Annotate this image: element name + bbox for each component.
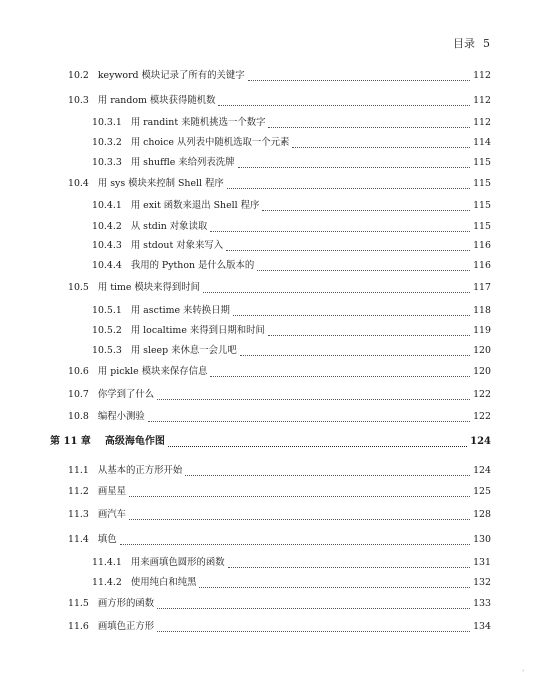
toc-entry-page: 134 — [473, 621, 491, 632]
header-page-number: 5 — [483, 37, 490, 50]
toc-entry-title: 使用纯白和纯黑 — [130, 577, 197, 588]
toc-entry-number: 10.5 — [68, 282, 89, 293]
toc-entry-page: 124 — [470, 436, 491, 447]
toc-entry-title: 用 localtime 来得到日期和时间 — [130, 325, 265, 336]
toc-entry-number: 11.2 — [68, 486, 89, 497]
toc-entry-page: 132 — [473, 577, 491, 588]
toc-entry-page: 118 — [473, 305, 491, 316]
dot-leader — [210, 376, 470, 377]
dot-leader — [248, 80, 470, 81]
toc-entry-title: 用 stdout 对象来写入 — [130, 240, 224, 251]
toc-entry — [68, 621, 491, 633]
dot-leader — [227, 188, 470, 189]
dot-leader — [120, 544, 470, 545]
toc-entry-page: 119 — [473, 325, 491, 336]
toc-entry — [92, 117, 491, 129]
toc-entry — [92, 157, 491, 169]
toc-entry-title: 你学到了什么 — [97, 389, 155, 400]
toc-entry-number: 10.2 — [68, 70, 89, 81]
toc-entry-page: 114 — [473, 137, 491, 148]
toc-entry-title: 高级海龟作图 — [104, 436, 165, 447]
toc-entry-number: 11.1 — [68, 465, 89, 476]
dot-leader — [129, 496, 470, 497]
dot-leader — [268, 127, 470, 128]
toc-entry-title: 填色 — [97, 534, 117, 545]
toc-entry — [68, 411, 491, 423]
header-label: 目录 — [453, 37, 475, 50]
dot-leader — [228, 567, 471, 568]
toc-entry-title: 用来画填色圆形的函数 — [130, 557, 225, 568]
dot-leader — [157, 399, 470, 400]
toc-entry-page: 122 — [473, 411, 491, 422]
page-header — [453, 35, 490, 51]
toc-entry-title: 画星星 — [97, 486, 127, 497]
toc-entry — [92, 137, 491, 149]
toc-entry — [92, 325, 491, 337]
toc-entry — [68, 178, 491, 190]
toc-entry-page: 120 — [473, 366, 491, 377]
toc-entry-title: 编程小测验 — [97, 411, 145, 422]
dot-leader — [226, 250, 470, 251]
toc-entry-page: 124 — [473, 465, 491, 476]
toc-entry-number: 10.3.1 — [92, 117, 122, 128]
toc-entry — [68, 486, 491, 498]
toc-entry-number: 11.6 — [68, 621, 89, 632]
toc-entry-number: 10.5.2 — [92, 325, 122, 336]
dot-leader — [262, 210, 470, 211]
toc-entry-page: 115 — [473, 157, 491, 168]
toc-entry-title: 用 exit 函数来退出 Shell 程序 — [130, 200, 260, 211]
toc-entry-title: 用 sys 模块来控制 Shell 程序 — [97, 178, 224, 189]
toc-entry-number: 10.4.2 — [92, 221, 122, 232]
toc-entry-page: 125 — [473, 486, 491, 497]
toc-entry-title: 用 shuffle 来给列表洗牌 — [130, 157, 235, 168]
toc-entry-number: 11.4.2 — [92, 577, 122, 588]
toc-entry — [68, 95, 491, 107]
dot-leader — [268, 335, 470, 336]
toc-entry-page: 116 — [473, 260, 491, 271]
toc-entry — [92, 260, 491, 272]
toc-entry-page: 122 — [473, 389, 491, 400]
dot-leader — [210, 231, 470, 232]
toc-entry — [92, 577, 491, 589]
toc-entry — [68, 389, 491, 401]
toc-entry-number: 11.5 — [68, 598, 89, 609]
toc-entry-page: 115 — [473, 200, 491, 211]
toc-entry-title: 用 choice 从列表中随机选取一个元素 — [130, 137, 290, 148]
dot-leader — [257, 270, 470, 271]
toc-entry-title: 用 time 模块来得到时间 — [97, 282, 201, 293]
dot-leader — [238, 167, 471, 168]
toc-entry-page: 120 — [473, 345, 491, 356]
toc-entry-title: 用 sleep 来休息一会儿吧 — [130, 345, 237, 356]
dot-leader — [240, 355, 470, 356]
toc-entry — [68, 598, 491, 610]
toc-entry-page: 128 — [473, 509, 491, 520]
dot-leader — [148, 421, 470, 422]
toc-entry-page: 130 — [473, 534, 491, 545]
toc-entry — [68, 366, 491, 378]
toc-entry-title: 画填色正方形 — [97, 621, 155, 632]
toc-entry — [68, 509, 491, 521]
toc-entry — [68, 282, 491, 294]
toc-entry — [92, 200, 491, 212]
toc-entry-title: 画方形的函数 — [97, 598, 155, 609]
toc-entry — [92, 221, 491, 233]
toc-entry-number: 10.6 — [68, 366, 89, 377]
toc-entry-number: 10.4.3 — [92, 240, 122, 251]
toc-entry-page: 117 — [473, 282, 491, 293]
toc-entry-title: 从 stdin 对象读取 — [130, 221, 208, 232]
toc-entry-page: 112 — [473, 117, 491, 128]
toc-entry-number: 10.4 — [68, 178, 89, 189]
dot-leader — [218, 105, 470, 106]
toc-entry — [68, 70, 491, 82]
toc-entry-number: 10.3.3 — [92, 157, 122, 168]
toc-entry-title: 用 pickle 模块来保存信息 — [97, 366, 208, 377]
toc-entry-title: 用 random 模块获得随机数 — [97, 95, 216, 106]
scan-mark: ' — [522, 669, 524, 677]
dot-leader — [233, 315, 470, 316]
toc-entry-number: 10.8 — [68, 411, 89, 422]
toc-entry-page: 112 — [473, 95, 491, 106]
toc-entry-number: 10.5.3 — [92, 345, 122, 356]
toc-entry-number: 10.3 — [68, 95, 89, 106]
dot-leader — [129, 519, 470, 520]
toc-entry-page: 133 — [473, 598, 491, 609]
toc-entry-number: 11.4 — [68, 534, 89, 545]
dot-leader — [168, 446, 467, 447]
toc-entry-page: 115 — [473, 178, 491, 189]
toc-entry — [92, 240, 491, 252]
dot-leader — [292, 147, 470, 148]
toc-entry-title: 用 asctime 来转换日期 — [130, 305, 230, 316]
toc-entry-number: 10.4.4 — [92, 260, 122, 271]
toc-entry — [92, 345, 491, 357]
dot-leader — [157, 608, 470, 609]
dot-leader — [199, 587, 470, 588]
toc-entry-page: 131 — [473, 557, 491, 568]
dot-leader — [185, 475, 470, 476]
toc-entry-page: 112 — [473, 70, 491, 81]
toc-entry-number: 10.4.1 — [92, 200, 122, 211]
toc-entry-title: 用 randint 来随机挑选一个数字 — [130, 117, 266, 128]
toc-entry-title: keyword 模块记录了所有的关键字 — [97, 70, 245, 81]
toc-entry-number: 10.3.2 — [92, 137, 122, 148]
toc-entry-title: 画汽车 — [97, 509, 127, 520]
toc-entry-page: 116 — [473, 240, 491, 251]
toc-entry-title: 从基本的正方形开始 — [97, 465, 183, 476]
toc-entry-number: 第 11 章 — [50, 436, 91, 447]
toc-entry-title: 我用的 Python 是什么版本的 — [130, 260, 255, 271]
toc-entry — [68, 465, 491, 477]
toc-entry — [92, 305, 491, 317]
dot-leader — [203, 292, 470, 293]
toc-chapter-entry — [50, 436, 491, 448]
toc-entry-number: 11.3 — [68, 509, 89, 520]
dot-leader — [157, 631, 470, 632]
toc-entry — [92, 557, 491, 569]
toc-entry-number: 11.4.1 — [92, 557, 122, 568]
toc-entry-number: 10.5.1 — [92, 305, 122, 316]
toc-entry-page: 115 — [473, 221, 491, 232]
toc-entry — [68, 534, 491, 546]
toc-entry-number: 10.7 — [68, 389, 89, 400]
